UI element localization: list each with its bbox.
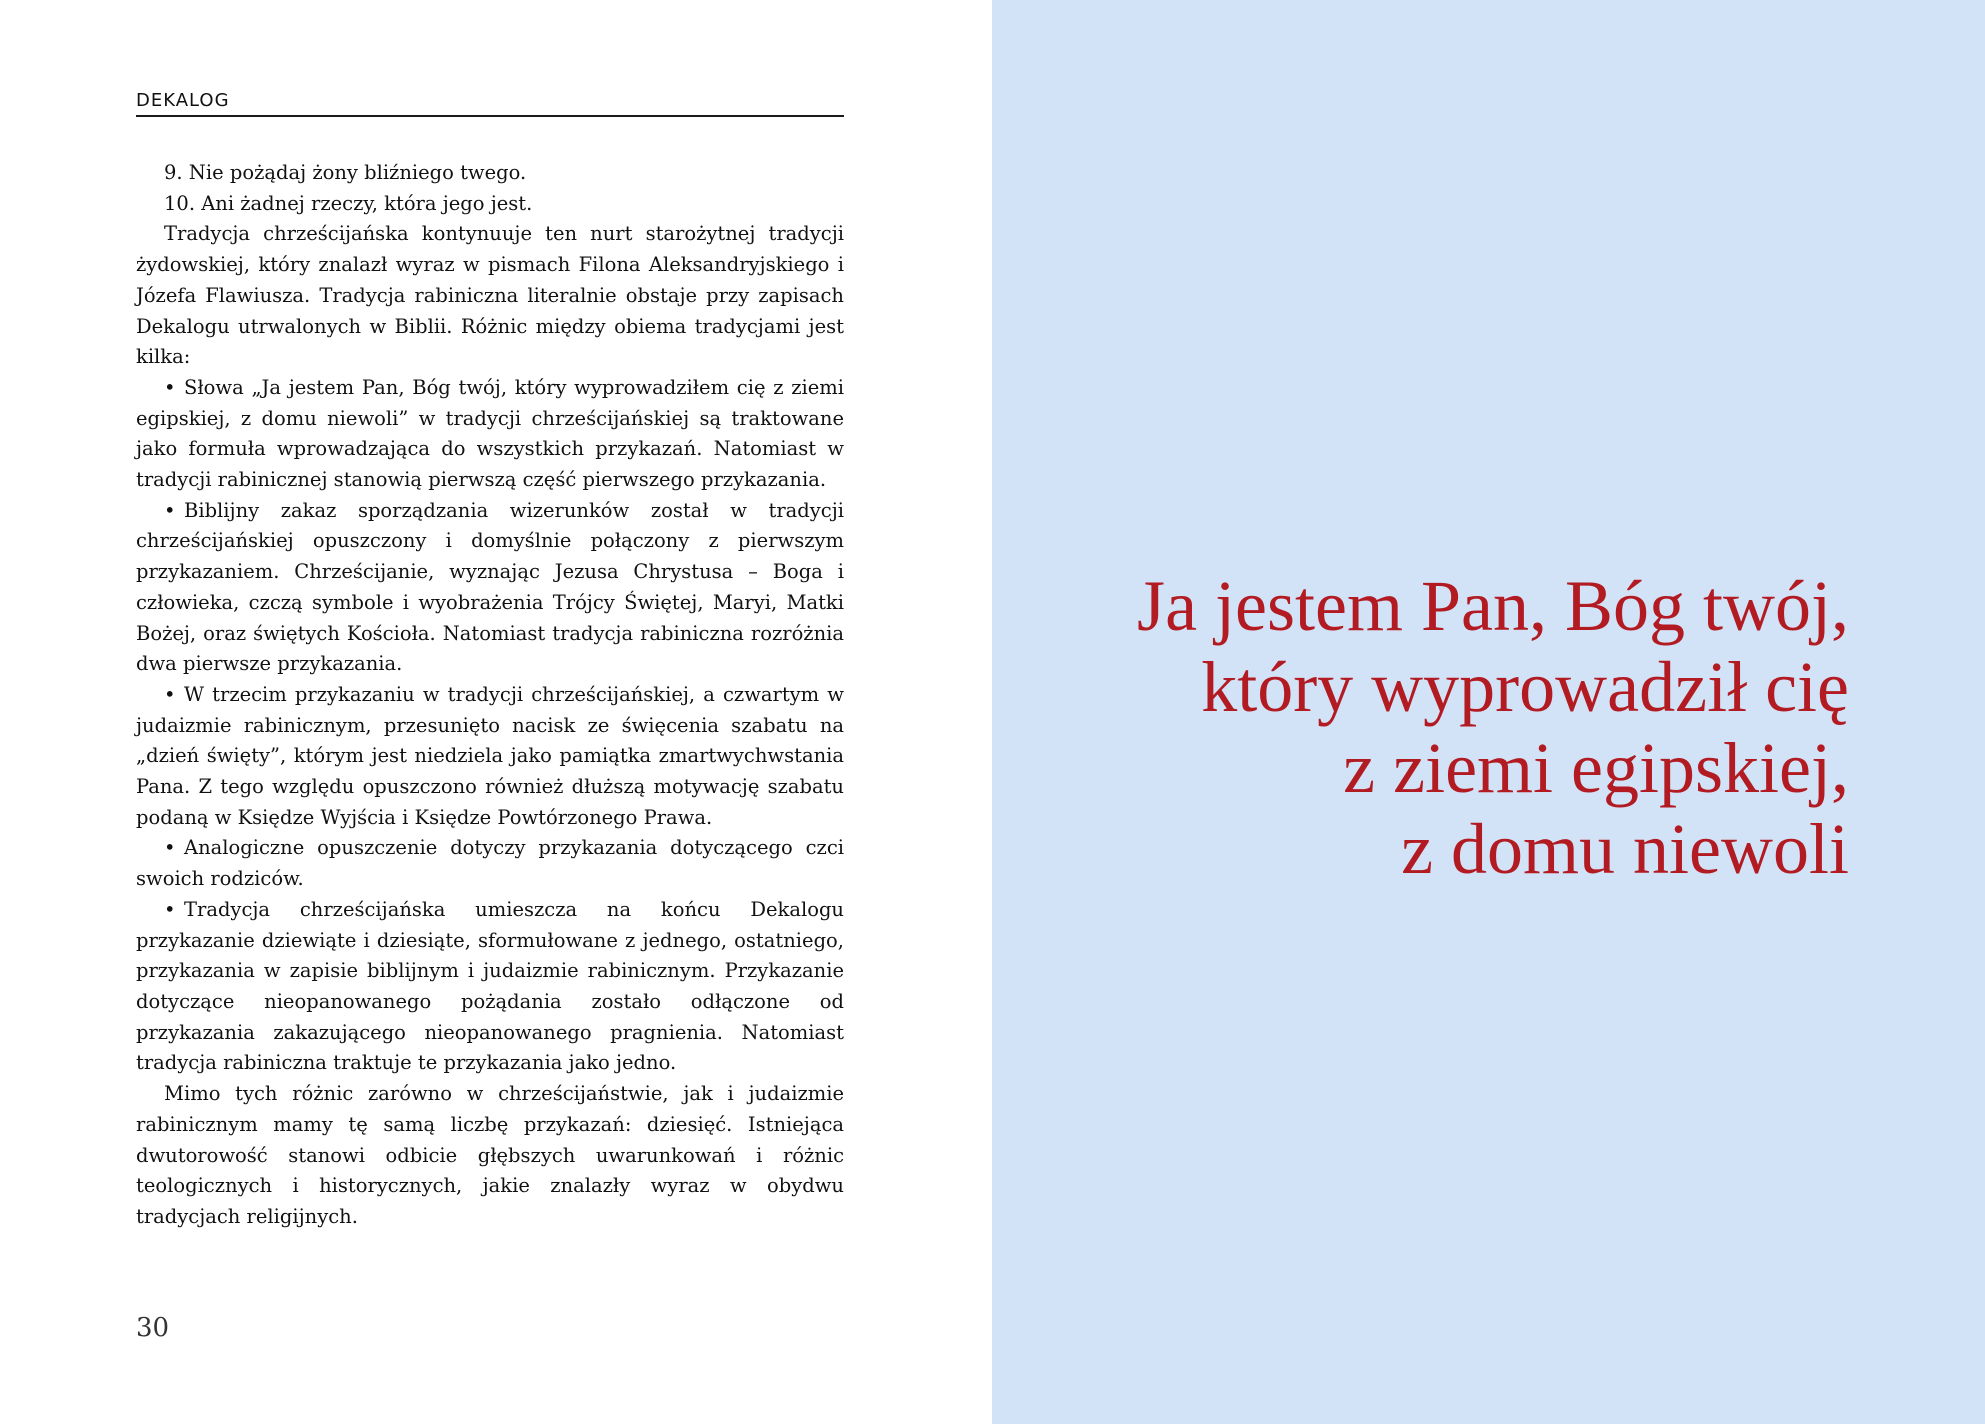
- body-text: [136, 158, 844, 1233]
- bullet-paragraph: [136, 833, 844, 894]
- quote-line: Ja jestem Pan, Bóg twój,: [1137, 566, 1849, 646]
- commandment-item: 9. Nie pożądaj żony bliźniego twego.: [164, 161, 527, 184]
- conclusion-paragraph: Mimo tych różnic zarówno w chrześcijaństwie, jak i judaizmie rabinicznym mamy tę samą liczbę przykazań: dziesięć. Istniejąca dwutorowość stanowi odbicie głębszych uwarunkowań i różnic teologicznych i historycznych, jakie znalazły wyraz w obydwu tradycjach religijnych.: [136, 1082, 844, 1228]
- bullet-paragraph: [136, 895, 844, 1079]
- bullet-paragraph: [136, 373, 844, 496]
- running-header: [136, 90, 844, 117]
- bullet-icon: •: [164, 498, 176, 522]
- bullet-icon: •: [164, 836, 176, 860]
- bullet-icon: •: [164, 375, 176, 399]
- bullet-icon: •: [164, 682, 176, 706]
- bullet-paragraph: [136, 680, 844, 834]
- bullet-text: Słowa „Ja jestem Pan, Bóg twój, który wyprowadziłem cię z ziemi egipskiej, z domu niewoli” w tradycji chrześcijańskiej są traktowane jako formuła wprowadzająca do wszystkich przykazań. Natomiast w tradycji rabinicznej stanowią pierwszą część pierwszego przykazania.: [136, 375, 844, 492]
- quote-line: z domu niewoli: [1401, 809, 1849, 889]
- bullet-text: Biblijny zakaz sporządzania wizerunków został w tradycji chrześcijańskiej opuszczony i domyślnie połączony z pierwszym przykazaniem. Chrześcijanie, wyznając Jezusa Chrystusa – Boga i człowieka, czczą symbole i wyobrażenia Trójcy Świętej, Maryi, Matki Bożej, oraz świętych Kościoła. Natomiast tradycja rabiniczna rozróżnia dwa pierwsze przykazania.: [136, 498, 844, 676]
- running-header-title: DEKALOG: [136, 90, 230, 111]
- page-number: 30: [136, 1313, 170, 1343]
- quote-line: z ziemi egipskiej,: [1343, 728, 1849, 808]
- bullet-icon: •: [164, 897, 176, 921]
- intro-paragraph: Tradycja chrześcijańska kontynuuje ten nurt starożytnej tradycji żydowskiej, który znalazł wyraz w pismach Filona Aleksandryjskiego i Józefa Flawiusza. Tradycja rabiniczna literalnie obstaje przy zapisach Dekalogu utrwalonych w Biblii. Różnic między obiema tradycjami jest kilka:: [136, 222, 844, 369]
- bullet-text: Analogiczne opuszczenie dotyczy przykazania dotyczącego czci swoich rodziców.: [136, 836, 844, 891]
- commandment-item: 10. Ani żadnej rzeczy, która jego jest.: [164, 191, 533, 215]
- bullet-paragraph: [136, 496, 844, 680]
- bullet-text: Tradycja chrześcijańska umieszcza na końcu Dekalogu przykazanie dziewiąte i dziesiąte, sformułowane z jednego, ostatniego, przykazania w zapisie biblijnym i judaizmie rabinicznym. Przykazanie dotyczące nieopanowanego pożądania zostało odłączone od przykazania zakazującego nieopanowanego pragnienia. Natomiast tradycja rabiniczna traktuje te przykazania jako jedno.: [136, 897, 844, 1075]
- quote-line: który wyprowadził cię: [1201, 647, 1849, 727]
- left-page: [0, 0, 992, 1424]
- right-page: [992, 0, 1985, 1424]
- bullet-text: W trzecim przykazaniu w tradycji chrześcijańskiej, a czwartym w judaizmie rabinicznym, przesunięto nacisk ze święcenia szabatu na „dzień święty”, którym jest niedziela jako pamiątka zmartwychwstania Pana. Z tego względu opuszczono również dłuższą motywację szabatu podaną w Księdze Wyjścia i Księdze Powtórzonego Prawa.: [136, 682, 844, 829]
- pull-quote: [1029, 566, 1849, 890]
